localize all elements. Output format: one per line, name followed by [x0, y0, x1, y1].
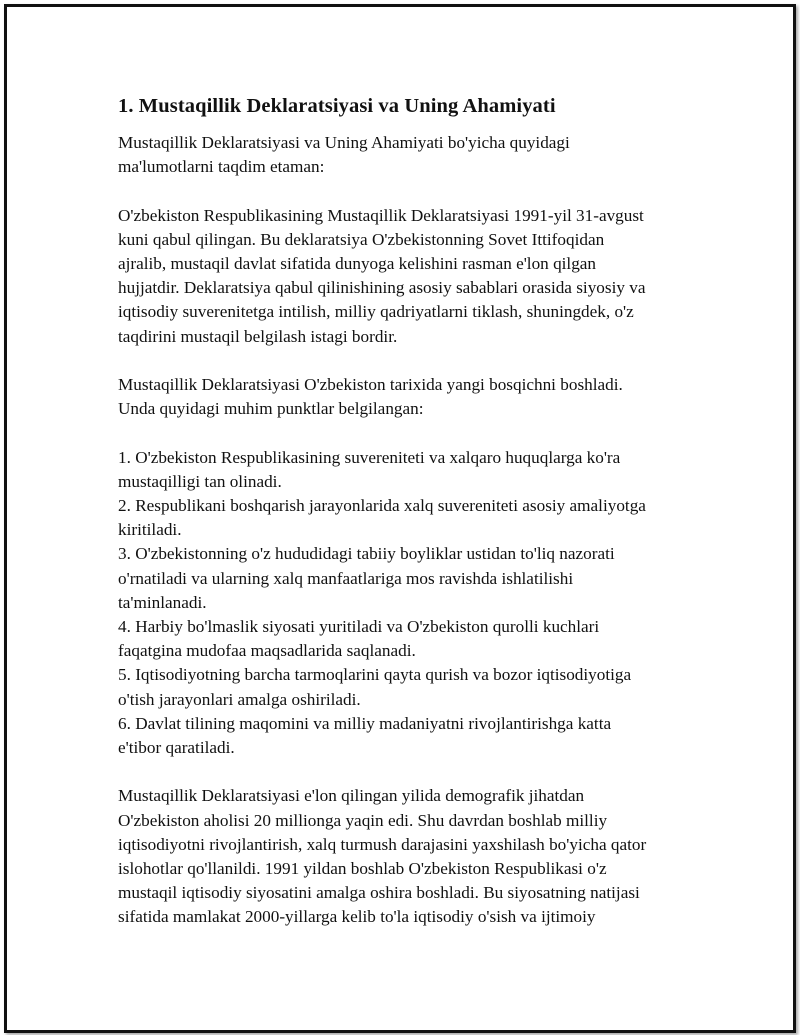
text-line: iqtisodiyotni rivojlantirish, xalq turmush darajasini yaxshilash bo'yicha qator	[118, 834, 647, 854]
text-line: Unda quyidagi muhim punktlar belgilangan:	[118, 399, 424, 419]
paragraph-declaration-adoption	[118, 204, 698, 349]
intro-paragraph	[118, 131, 698, 179]
text-line: faqatgina mudofaa maqsadlarida saqlanadi.	[118, 641, 416, 661]
text-line: taqdirini mustaqil belgilash istagi bordir.	[118, 326, 398, 346]
text-line: 4. Harbiy bo'lmaslik siyosati yuritiladi va O'zbekiston qurolli kuchlari	[118, 617, 600, 637]
text-line: 6. Davlat tilining maqomini va milliy madaniyatni rivojlantirishga katta	[118, 713, 612, 733]
list-item	[118, 615, 698, 663]
text-line: 3. O'zbekistonning o'z hududidagi tabiiy boyliklar ustidan to'liq nazorati	[118, 544, 615, 564]
document-heading: 1. Mustaqillik Deklaratsiyasi va Uning Ahamiyati	[118, 95, 556, 117]
text-line: mustaqilligi tan olinadi.	[118, 471, 282, 491]
text-line: kuni qabul qilingan. Bu deklaratsiya O'zbekistonning Sovet Ittifoqidan	[118, 229, 605, 249]
text-line: Mustaqillik Deklaratsiyasi va Uning Ahamiyati bo'yicha quyidagi	[118, 133, 570, 152]
text-line: islohotlar qo'llanildi. 1991 yildan boshlab O'zbekiston Respublikasi o'z	[118, 859, 607, 879]
text-line: O'zbekiston Respublikasining Mustaqillik Deklaratsiyasi 1991-yil 31-avgust	[118, 205, 644, 225]
list-item	[118, 494, 698, 542]
text-line: ma'lumotlarni taqdim etaman:	[118, 157, 325, 177]
text-line: o'rnatiladi va ularning xalq manfaatlariga mos ravishda ishlatilishi	[118, 568, 574, 588]
document-body	[118, 92, 698, 954]
text-line: iqtisodiy suverenitetga intilish, milliy qadriyatlarni tiklash, shuningdek, o'z	[118, 302, 634, 322]
list-item	[118, 663, 698, 711]
text-line: ajralib, mustaqil davlat sifatida dunyoga kelishini rasman e'lon qilgan	[118, 254, 597, 273]
text-line: Mustaqillik Deklaratsiyasi O'zbekiston tarixida yangi bosqichni boshladi.	[118, 375, 623, 394]
text-line: o'tish jarayonlari amalga oshiriladi.	[118, 689, 361, 709]
text-line: 1. O'zbekiston Respublikasining suvereniteti va xalqaro huquqlarga ko'ra	[118, 447, 621, 467]
text-line: Mustaqillik Deklaratsiyasi e'lon qilingan yilida demografik jihatdan	[118, 786, 585, 806]
text-line: hujjatdir. Deklaratsiya qabul qilinishining asosiy sabablari orasida siyosiy va	[118, 278, 646, 298]
text-line: 2. Respublikani boshqarish jarayonlarida xalq suvereniteti asosiy amaliyotga	[118, 496, 646, 515]
text-line: e'tibor qaratiladi.	[118, 738, 235, 758]
list-item	[118, 712, 698, 760]
text-line: O'zbekiston aholisi 20 millionga yaqin edi. Shu davrdan boshlab milliy	[118, 810, 608, 830]
list-item	[118, 542, 698, 615]
text-line: sifatida mamlakat 2000-yillarga kelib to'la iqtisodiy o'sish va ijtimoiy	[118, 907, 596, 927]
list-item	[118, 446, 698, 494]
key-points-list	[118, 446, 698, 761]
text-line: 5. Iqtisodiyotning barcha tarmoqlarini qayta qurish va bozor iqtisodiyotiga	[118, 665, 632, 685]
paragraph-demographics	[118, 784, 698, 929]
text-line: mustaqil iqtisodiy siyosatini amalga oshira boshladi. Bu siyosatning natijasi	[118, 883, 640, 903]
text-line: ta'minlanadi.	[118, 592, 207, 612]
text-line: kiritiladi.	[118, 520, 182, 540]
paragraph-new-stage	[118, 373, 698, 421]
